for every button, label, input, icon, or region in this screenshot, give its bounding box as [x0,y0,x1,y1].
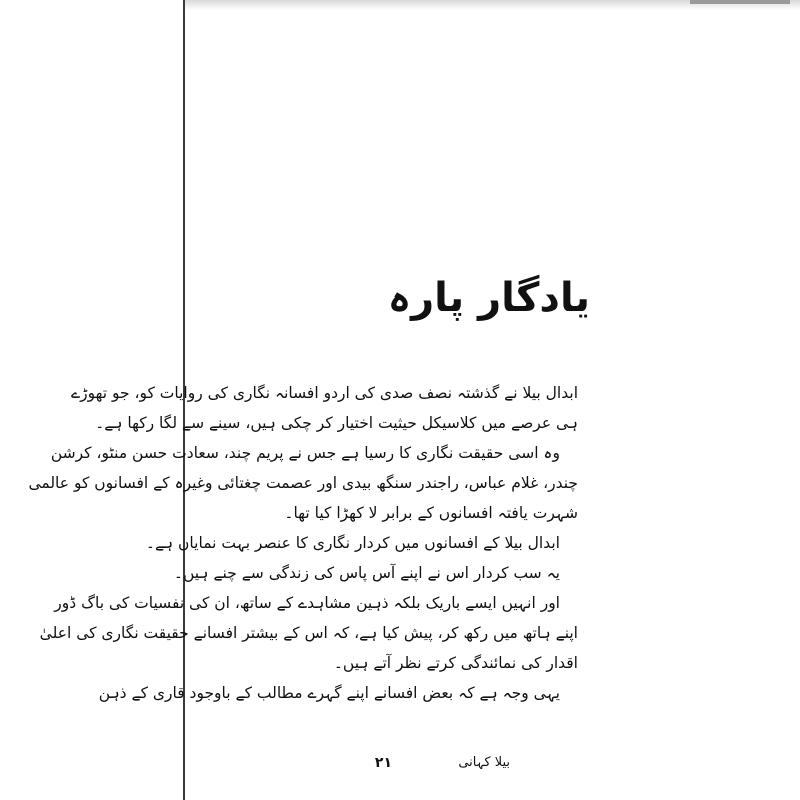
text-line: اپنے ہاتھ میں رکھ کر، پیش کیا ہے، کہ اس کے بیشتر افسانے حقیقت نگاری کی اعلیٰ [39,624,578,642]
chapter-title: یادگار پارہ [387,275,590,321]
page-top-mark [690,0,790,4]
text-line: ابدال بیلا نے گذشتہ نصف صدی کی اردو افسانہ نگاری کی روایات کو، جو تھوڑے [71,384,578,402]
text-line: یہی وجہ ہے کہ بعض افسانے اپنے گہرے مطالب کے باوجود قاری کے ذہن [98,684,560,702]
text-line: شہرت یافتہ افسانوں کے برابر لا کھڑا کیا تھا۔ [284,504,578,522]
text-line: چندر، غلام عباس، راجندر سنگھ بیدی اور عصمت چغتائی وغیرہ کے افسانوں کو عالمی [28,474,578,492]
text-line: ابدال بیلا کے افسانوں میں کردار نگاری کا عنصر بہت نمایاں ہے۔ [145,534,560,552]
text-line: ہی عرصے میں کلاسیکل حیثیت اختیار کر چکی ہیں، سینے سے لگا رکھا ہے۔ [95,414,578,432]
body-text [28,378,578,708]
text-line: وہ اسی حقیقت نگاری کا رسیا ہے جس نے پریم چند، سعادت حسن منٹو، کرشن [50,444,560,462]
running-footer-title: بیلا کہانی [458,755,510,770]
page-footer [330,755,510,785]
text-line: اقدار کی نمائندگی کرتے نظر آتے ہیں۔ [333,654,578,672]
page-number: ۲۱ [374,755,392,771]
text-line: یہ سب کردار اس نے اپنے آس پاس کی زندگی سے چنے ہیں۔ [173,564,560,582]
text-line: اور انہیں ایسے باریک بلکہ ذہین مشاہدے کے ساتھ، ان کی نفسیات کی باگ ڈور [54,594,560,612]
